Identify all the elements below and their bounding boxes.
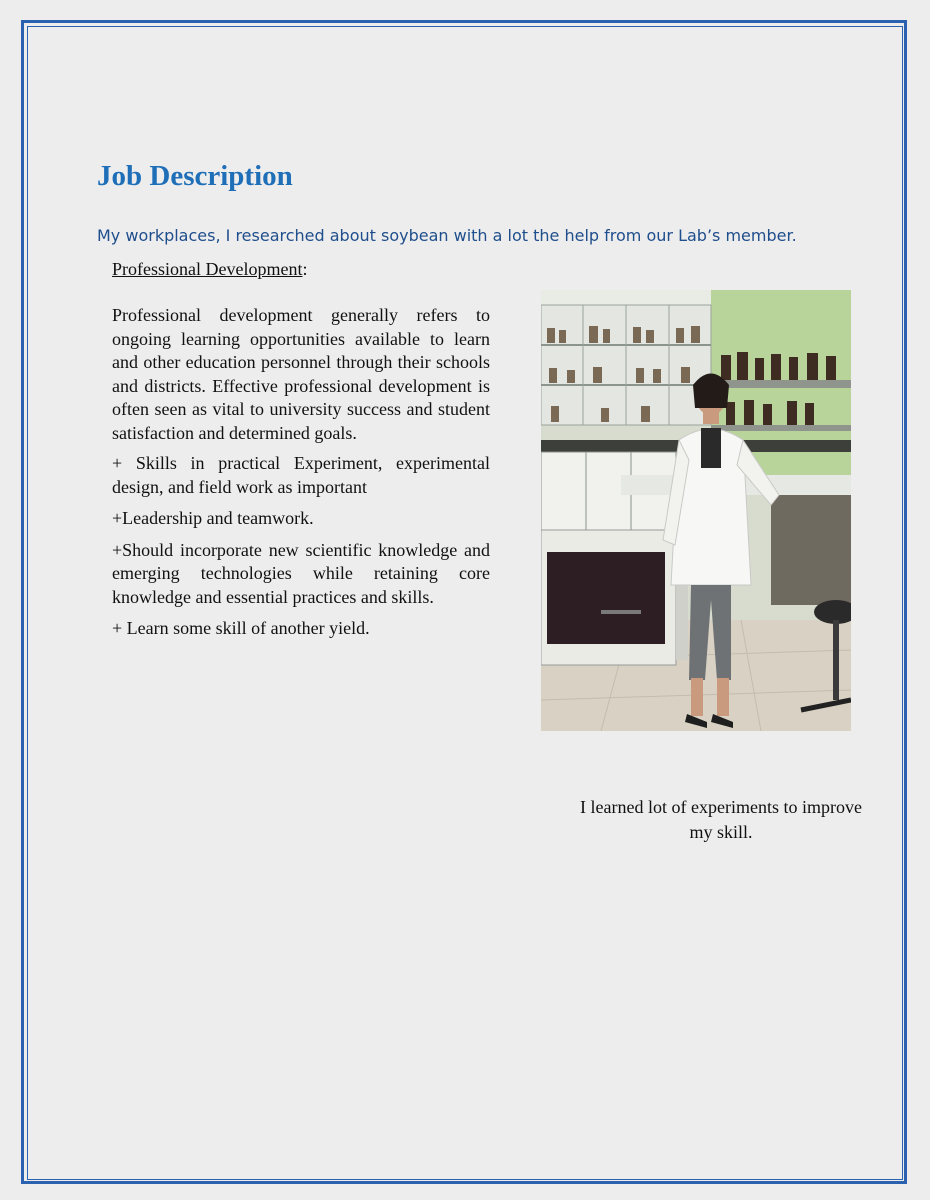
page-title: Job Description <box>97 160 293 192</box>
bullet-skill-yield: + Learn some skill of another yield. <box>112 618 370 638</box>
lab-photo <box>541 290 851 731</box>
intro-text: My workplaces, I researched about soybean with a lot the help from our Lab’s member. <box>97 226 797 245</box>
body-text-column <box>112 304 490 649</box>
body-paragraph: Professional development generally refers to ongoing learning opportunities available to learn and other education personnel through their schools and districts. Effective professional development is often seen as vital to university success and student satisfaction and determined goals. <box>112 305 490 443</box>
section-heading-colon: : <box>302 259 308 279</box>
bullet-knowledge: +Should incorporate new scientific knowledge and emerging technologies while retaining core knowledge and essential practices and skills. <box>112 539 490 607</box>
section-heading-label: Professional Development <box>112 259 303 279</box>
photo-caption: I learned lot of experiments to improve my skill. <box>580 797 862 842</box>
lab-photo-illustration <box>541 290 851 731</box>
bullet-leadership: +Leadership and teamwork. <box>112 508 314 528</box>
section-heading <box>112 259 307 280</box>
bullet-skills: + Skills in practical Experiment, experimental design, and field work as important <box>112 453 490 497</box>
